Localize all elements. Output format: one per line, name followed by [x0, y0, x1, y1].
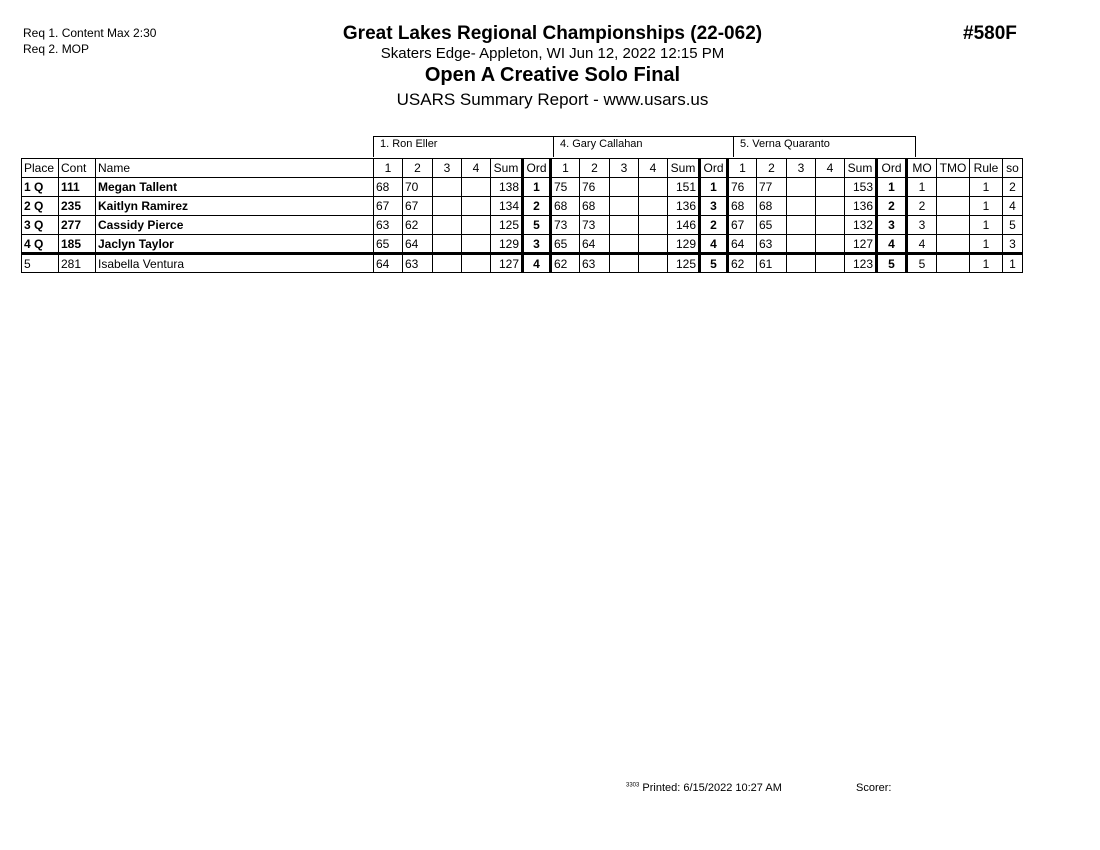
col-j3-s2: 2	[757, 159, 787, 178]
score-cell	[462, 216, 491, 235]
so-cell: 3	[1003, 235, 1023, 254]
score-cell	[433, 197, 462, 216]
col-j1-s4: 4	[462, 159, 491, 178]
score-cell	[639, 254, 668, 273]
score-cell	[639, 197, 668, 216]
col-j2-s1: 1	[551, 159, 580, 178]
col-place: Place	[22, 159, 59, 178]
tmo-cell	[937, 178, 970, 197]
col-j2-s3: 3	[610, 159, 639, 178]
sum-cell: 125	[668, 254, 700, 273]
score-cell	[787, 254, 816, 273]
score-cell	[610, 216, 639, 235]
score-cell	[787, 197, 816, 216]
table-row	[22, 254, 1023, 273]
print-info	[626, 782, 782, 794]
sum-cell: 136	[668, 197, 700, 216]
sum-cell: 136	[845, 197, 877, 216]
mo-cell: 5	[907, 254, 937, 273]
ord-cell: 5	[523, 216, 551, 235]
cont-cell: 277	[59, 216, 96, 235]
mo-cell: 1	[907, 178, 937, 197]
score-cell: 76	[728, 178, 757, 197]
mo-cell: 4	[907, 235, 937, 254]
score-cell	[787, 178, 816, 197]
score-cell: 62	[403, 216, 433, 235]
cont-cell: 235	[59, 197, 96, 216]
col-j3-s3: 3	[787, 159, 816, 178]
name-cell: Kaitlyn Ramirez	[96, 197, 374, 216]
score-cell	[787, 235, 816, 254]
col-j3-s4: 4	[816, 159, 845, 178]
rule-cell: 1	[970, 216, 1003, 235]
score-cell	[816, 235, 845, 254]
ord-cell: 3	[523, 235, 551, 254]
score-cell: 67	[403, 197, 433, 216]
score-cell	[610, 197, 639, 216]
col-j1-s2: 2	[403, 159, 433, 178]
score-cell	[433, 178, 462, 197]
col-cont: Cont	[59, 159, 96, 178]
score-cell: 64	[728, 235, 757, 254]
col-j2-sum: Sum	[668, 159, 700, 178]
results-table	[21, 158, 1023, 273]
ord-cell: 1	[700, 178, 728, 197]
sum-cell: 132	[845, 216, 877, 235]
col-j3-s1: 1	[728, 159, 757, 178]
so-cell: 2	[1003, 178, 1023, 197]
sum-cell: 138	[491, 178, 523, 197]
col-rule: Rule	[970, 159, 1003, 178]
score-cell: 63	[580, 254, 610, 273]
table-row	[22, 197, 1023, 216]
col-mo: MO	[907, 159, 937, 178]
ord-cell: 4	[877, 235, 907, 254]
sum-cell: 134	[491, 197, 523, 216]
score-cell: 73	[551, 216, 580, 235]
sum-cell: 125	[491, 216, 523, 235]
rule-cell: 1	[970, 254, 1003, 273]
score-cell	[433, 254, 462, 273]
event-name: Open A Creative Solo Final	[424, 64, 681, 86]
tmo-cell	[937, 197, 970, 216]
score-cell	[816, 178, 845, 197]
name-cell: Jaclyn Taylor	[96, 235, 374, 254]
ord-cell: 2	[523, 197, 551, 216]
judge-1-name: 1. Ron Eller	[373, 136, 554, 157]
score-cell	[610, 254, 639, 273]
tmo-cell	[937, 216, 970, 235]
col-j1-s3: 3	[433, 159, 462, 178]
sum-cell: 127	[845, 235, 877, 254]
ord-cell: 4	[700, 235, 728, 254]
requirement-1: Req 1. Content Max 2:30	[23, 26, 157, 40]
score-cell: 68	[551, 197, 580, 216]
ord-cell: 3	[700, 197, 728, 216]
col-so: so	[1003, 159, 1023, 178]
table-row	[22, 235, 1023, 254]
place-cell: 5	[22, 254, 59, 273]
place-cell: 1 Q	[22, 178, 59, 197]
rule-cell: 1	[970, 197, 1003, 216]
sum-cell: 127	[491, 254, 523, 273]
col-j3-ord: Ord	[877, 159, 907, 178]
event-code: #580F	[963, 23, 1017, 44]
score-cell: 63	[374, 216, 403, 235]
col-j2-s4: 4	[639, 159, 668, 178]
sum-cell: 151	[668, 178, 700, 197]
col-j3-sum: Sum	[845, 159, 877, 178]
ord-cell: 3	[877, 216, 907, 235]
score-cell	[462, 197, 491, 216]
scorer-label: Scorer:	[856, 782, 892, 794]
score-cell	[639, 235, 668, 254]
score-cell: 64	[403, 235, 433, 254]
so-cell: 5	[1003, 216, 1023, 235]
ord-cell: 5	[700, 254, 728, 273]
score-cell: 61	[757, 254, 787, 273]
score-cell: 63	[757, 235, 787, 254]
cont-cell: 281	[59, 254, 96, 273]
score-cell: 67	[728, 216, 757, 235]
judge-3-name: 5. Verna Quaranto	[733, 136, 916, 157]
score-cell: 65	[374, 235, 403, 254]
so-cell: 4	[1003, 197, 1023, 216]
cont-cell: 111	[59, 178, 96, 197]
judge-2-name: 4. Gary Callahan	[553, 136, 734, 157]
score-cell: 68	[728, 197, 757, 216]
rule-cell: 1	[970, 235, 1003, 254]
score-cell	[787, 216, 816, 235]
tmo-cell	[937, 254, 970, 273]
score-cell: 67	[374, 197, 403, 216]
col-tmo: TMO	[937, 159, 970, 178]
sum-cell: 129	[668, 235, 700, 254]
score-cell: 62	[728, 254, 757, 273]
ord-cell: 1	[523, 178, 551, 197]
score-cell: 68	[580, 197, 610, 216]
so-cell: 1	[1003, 254, 1023, 273]
location-date: Skaters Edge- Appleton, WI Jun 12, 2022 12:15 PM	[380, 45, 725, 62]
score-cell	[639, 216, 668, 235]
mo-cell: 3	[907, 216, 937, 235]
place-cell: 4 Q	[22, 235, 59, 254]
col-j2-ord: Ord	[700, 159, 728, 178]
place-cell: 2 Q	[22, 197, 59, 216]
requirement-2: Req 2. MOP	[23, 42, 90, 56]
score-cell: 77	[757, 178, 787, 197]
score-cell	[816, 216, 845, 235]
score-cell	[639, 178, 668, 197]
tmo-cell	[937, 235, 970, 254]
score-cell: 68	[757, 197, 787, 216]
name-cell: Megan Tallent	[96, 178, 374, 197]
col-j2-s2: 2	[580, 159, 610, 178]
col-j1-s1: 1	[374, 159, 403, 178]
ord-cell: 2	[877, 197, 907, 216]
score-cell: 62	[551, 254, 580, 273]
score-cell	[816, 197, 845, 216]
ord-cell: 2	[700, 216, 728, 235]
score-cell: 65	[757, 216, 787, 235]
report-title: USARS Summary Report - www.usars.us	[396, 90, 709, 109]
score-cell: 68	[374, 178, 403, 197]
header-row	[22, 159, 1023, 178]
printed-timestamp: Printed: 6/15/2022 10:27 AM	[642, 782, 782, 794]
mo-cell: 2	[907, 197, 937, 216]
footer-mark: 3303	[626, 782, 640, 789]
col-name: Name	[96, 159, 374, 178]
score-cell: 75	[551, 178, 580, 197]
score-cell	[462, 178, 491, 197]
score-cell: 76	[580, 178, 610, 197]
score-cell	[462, 254, 491, 273]
ord-cell: 1	[877, 178, 907, 197]
col-j1-ord: Ord	[523, 159, 551, 178]
score-cell: 70	[403, 178, 433, 197]
score-cell	[610, 178, 639, 197]
col-j1-sum: Sum	[491, 159, 523, 178]
score-cell	[610, 235, 639, 254]
score-cell: 63	[403, 254, 433, 273]
table-row	[22, 216, 1023, 235]
rule-cell: 1	[970, 178, 1003, 197]
table-row	[22, 178, 1023, 197]
score-cell: 64	[374, 254, 403, 273]
name-cell: Cassidy Pierce	[96, 216, 374, 235]
sum-cell: 153	[845, 178, 877, 197]
score-cell: 64	[580, 235, 610, 254]
score-cell	[433, 235, 462, 254]
place-cell: 3 Q	[22, 216, 59, 235]
ord-cell: 4	[523, 254, 551, 273]
competition-title: Great Lakes Regional Championships (22-062)	[342, 23, 763, 44]
sum-cell: 123	[845, 254, 877, 273]
score-cell	[462, 235, 491, 254]
cont-cell: 185	[59, 235, 96, 254]
score-cell: 73	[580, 216, 610, 235]
sum-cell: 146	[668, 216, 700, 235]
score-cell	[816, 254, 845, 273]
name-cell: Isabella Ventura	[96, 254, 374, 273]
score-cell: 65	[551, 235, 580, 254]
ord-cell: 5	[877, 254, 907, 273]
sum-cell: 129	[491, 235, 523, 254]
score-cell	[433, 216, 462, 235]
